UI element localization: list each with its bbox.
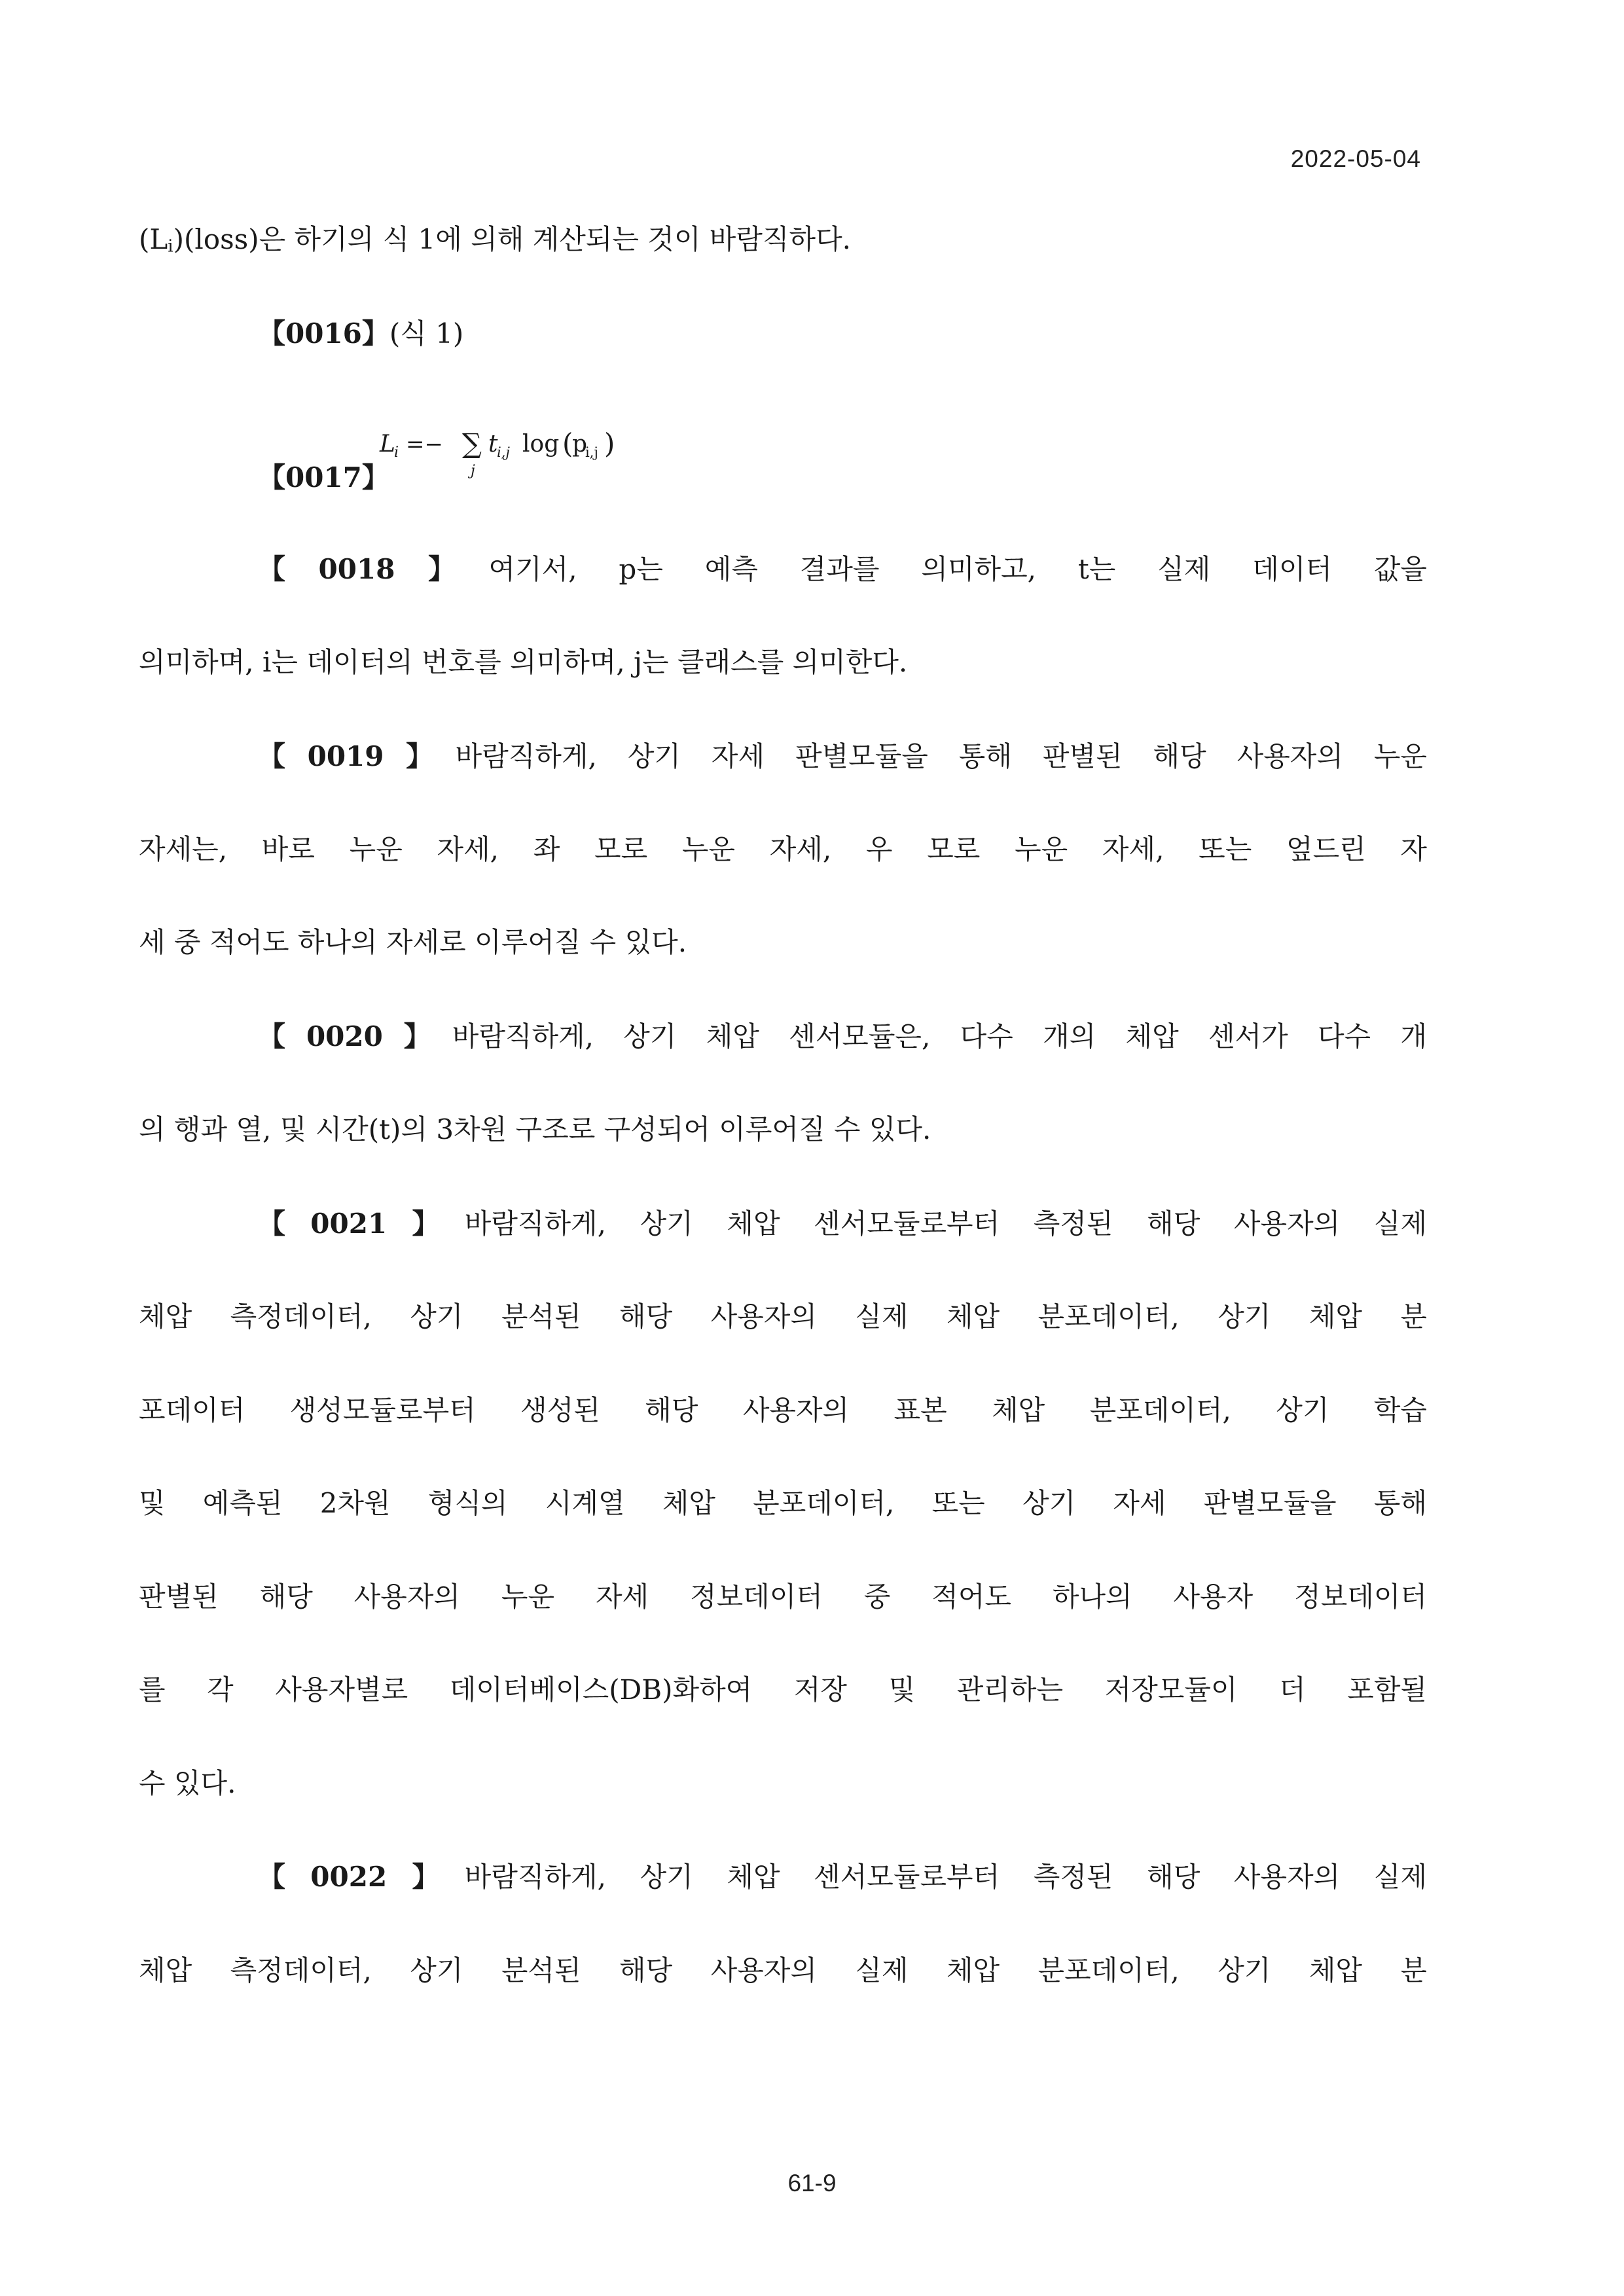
paragraph-0018-line-2: 의미하며, i는 데이터의 번호를 의미하며, j는 클래스를 의미한다. bbox=[139, 646, 908, 678]
formula-t-subscript: i,j bbox=[497, 444, 510, 460]
paragraph-tag: 【0020】 bbox=[258, 1020, 452, 1052]
paragraph-text: 바람직하게, 상기 체압 센서모듈로부터 측정된 해당 사용자의 실제 bbox=[464, 1208, 1427, 1240]
intro-rest: )(loss)은 하기의 식 1에 의해 계산되는 것이 바람직하다. bbox=[173, 223, 851, 255]
intro-line bbox=[139, 220, 851, 266]
paragraph-0021-line-4: 및 예측된 2차원 형식의 시계열 체압 분포데이터, 또는 상기 자세 판별모듈을 통해 bbox=[139, 1487, 1428, 1519]
formula-equals-minus: =− bbox=[406, 431, 443, 457]
formula-t: t bbox=[488, 431, 498, 457]
loss-formula bbox=[378, 412, 653, 497]
formula-L: L bbox=[380, 431, 395, 457]
page-number: 61-9 bbox=[787, 2170, 837, 2197]
paragraph-0021-line-7: 수 있다. bbox=[139, 1767, 236, 1799]
paragraph-0022-line-1 bbox=[258, 1857, 1427, 1897]
paragraph-0019-line-3: 세 중 적어도 하나의 자세로 이루어질 수 있다. bbox=[139, 926, 687, 958]
formula-log: log bbox=[522, 431, 560, 457]
paragraph-0021-line-6: 를 각 사용자별로 데이터베이스(DB)화하여 저장 및 관리하는 저장모듈이 더 포함될 bbox=[139, 1674, 1427, 1706]
intro-open: (L bbox=[139, 223, 168, 255]
paragraph-0021-line-2: 체압 측정데이터, 상기 분석된 해당 사용자의 실제 체압 분포데이터, 상기 체압 분 bbox=[139, 1300, 1427, 1333]
paragraph-tag: 【0021】 bbox=[258, 1208, 465, 1240]
formula-sigma: ∑ bbox=[462, 427, 482, 459]
paragraph-0016 bbox=[258, 314, 463, 353]
paragraph-0020-line-2: 의 행과 열, 및 시간(t)의 3차원 구조로 구성되어 이루어질 수 있다. bbox=[139, 1113, 931, 1145]
paragraph-text: 바람직하게, 상기 체압 센서모듈로부터 측정된 해당 사용자의 실제 bbox=[464, 1861, 1427, 1893]
paragraph-0020-line-1 bbox=[258, 1017, 1427, 1056]
paragraph-tag: 【0018】 bbox=[258, 553, 489, 585]
paragraph-0017 bbox=[258, 458, 389, 497]
paragraph-0021-line-1 bbox=[258, 1204, 1427, 1244]
formula-p: p bbox=[572, 431, 588, 457]
paragraph-text: 바람직하게, 상기 자세 판별모듈을 통해 판별된 해당 사용자의 누운 bbox=[455, 740, 1427, 772]
intro-subscript: i bbox=[168, 236, 173, 257]
paragraph-tag: 【0019】 bbox=[258, 740, 456, 772]
formula-L-subscript: i bbox=[394, 444, 399, 461]
paragraph-0021-line-5: 판별된 해당 사용자의 누운 자세 정보데이터 중 적어도 하나의 사용자 정보데이터 bbox=[139, 1581, 1427, 1613]
formula-sigma-subscript: j bbox=[471, 463, 475, 479]
paragraph-0019-line-2: 자세는, 바로 누운 자세, 좌 모로 누운 자세, 우 모로 누운 자세, 또는 엎드린 자 bbox=[139, 833, 1427, 865]
paragraph-0022-line-2: 체압 측정데이터, 상기 분석된 해당 사용자의 실제 체압 분포데이터, 상기 체압 분 bbox=[139, 1954, 1427, 1986]
formula-lparen: ( bbox=[562, 427, 573, 459]
formula-p-subscript: i,j bbox=[585, 444, 598, 460]
paragraph-0019-line-1 bbox=[258, 737, 1427, 776]
paragraph-0018-line-1 bbox=[258, 550, 1427, 589]
paragraph-text: 바람직하게, 상기 체압 센서모듈은, 다수 개의 체압 센서가 다수 개 bbox=[452, 1020, 1427, 1052]
paragraph-tag: 【0016】 bbox=[258, 317, 389, 350]
publication-date: 2022-05-04 bbox=[1290, 145, 1421, 172]
paragraph-tag: 【0017】 bbox=[258, 461, 389, 493]
loss-formula-svg bbox=[378, 412, 653, 497]
paragraph-0021-line-3: 포데이터 생성모듈로부터 생성된 해당 사용자의 표본 체압 분포데이터, 상기 학습 bbox=[139, 1394, 1427, 1426]
paragraph-text: (식 1) bbox=[389, 317, 464, 350]
formula-rparen: ) bbox=[604, 427, 615, 459]
paragraph-tag: 【0022】 bbox=[258, 1861, 465, 1893]
paragraph-text: 여기서, p는 예측 결과를 의미하고, t는 실제 데이터 값을 bbox=[488, 553, 1427, 585]
